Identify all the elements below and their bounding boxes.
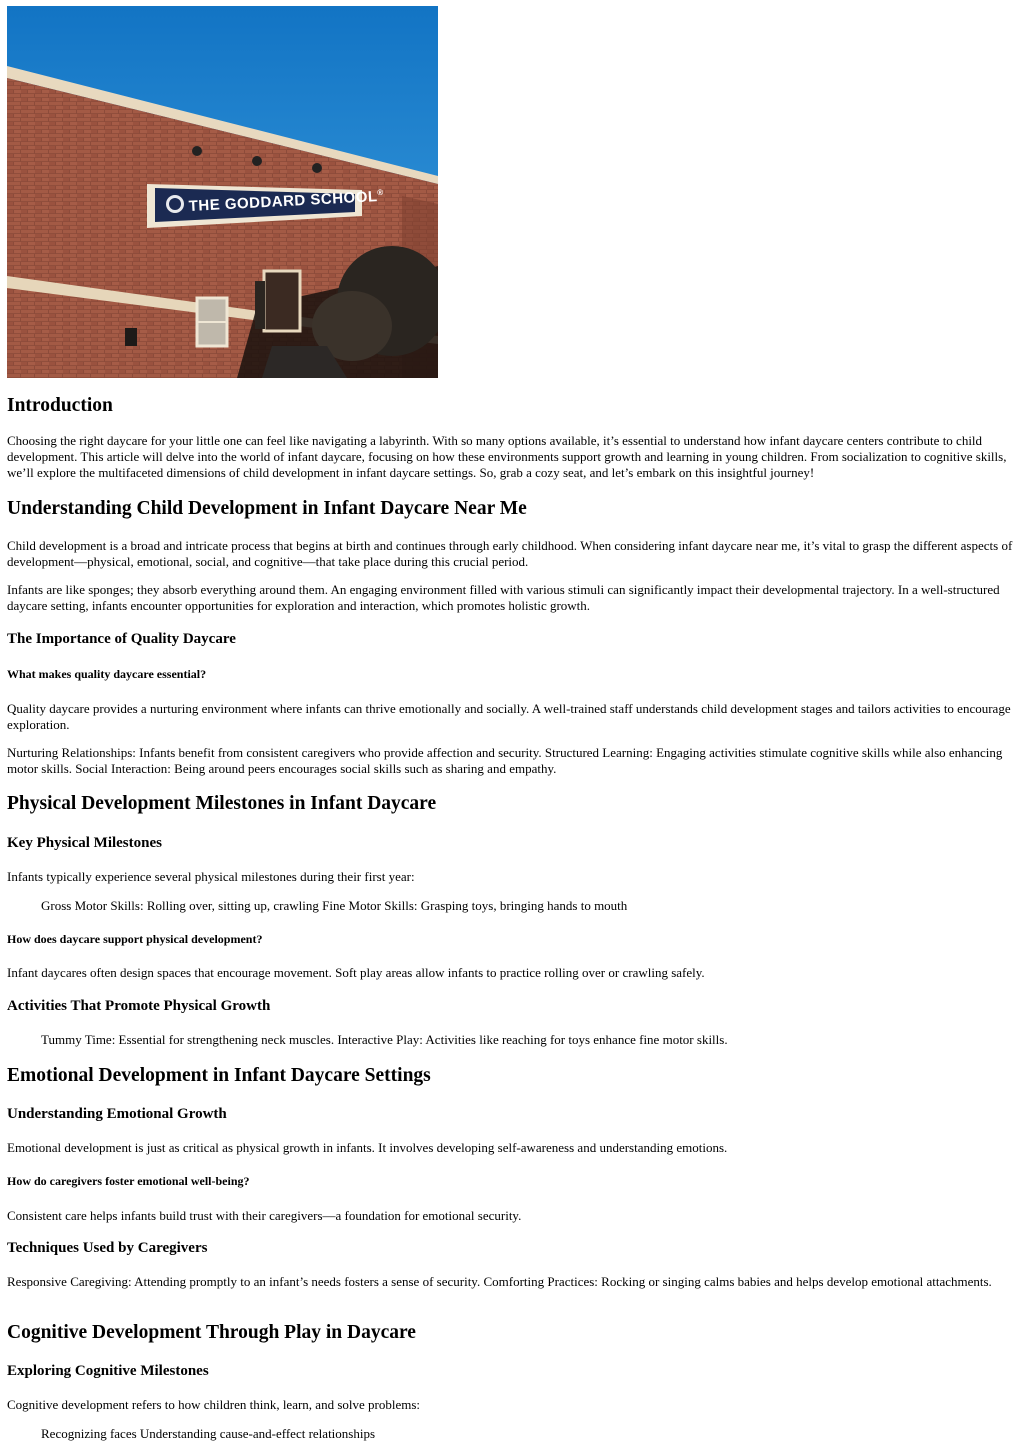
cognitive-paragraph-1: Cognitive development refers to how children think, learn, and solve problems: [7,1397,421,1412]
physical-milestones-list: Gross Motor Skills: Rolling over, sitting up, crawling Fine Motor Skills: Grasping toys, bringing hands to mouth [41,898,628,913]
physical-paragraph-1: Infants typically experience several physical milestones during their first year: [7,869,415,884]
sign-text: THE GODDARD SCHOOL® [188,187,384,215]
understanding-heading: Understanding Child Development in Infant Daycare Near Me [7,498,527,519]
caregiver-techniques-heading: Techniques Used by Caregivers [7,1240,208,1256]
physical-activities-list: Tummy Time: Essential for strengthening neck muscles. Interactive Play: Activities like reaching for toys enhance fine motor skills. [41,1032,728,1047]
physical-activities-heading: Activities That Promote Physical Growth [7,998,271,1014]
physical-question: How does daycare support physical development? [7,932,263,946]
physical-milestones-heading: Key Physical Milestones [7,835,162,851]
emotional-paragraph-2: Consistent care helps infants build trust with their caregivers—a foundation for emotional security. [7,1208,522,1223]
quality-daycare-question: What makes quality daycare essential? [7,667,207,681]
cognitive-milestones-heading: Exploring Cognitive Milestones [7,1363,209,1379]
intro-paragraph: Choosing the right daycare for your little one can feel like navigating a labyrinth. With so many options available, it’s essential to understand how infant daycare centers contribute to child development. This article will delve into the world of infant daycare, focusing on how these environments support growth and learning in young children. From socialization to cognitive skills, we’ll explore the multifaceted dimensions of child development in infant daycare settings. So, grab a cozy seat, and let’s embark on this insightful journey! [7,433,1007,480]
cognitive-heading: Cognitive Development Through Play in Daycare [7,1322,416,1343]
caregiver-techniques-paragraph: Responsive Caregiving: Attending promptly to an infant’s needs fosters a sense of security. Comforting Practices: Rocking or singing calms babies and helps develop emotional attachments. [7,1274,992,1289]
understanding-paragraph-2: Infants are like sponges; they absorb everything around them. An engaging environment filled with various stimuli can significantly impact their developmental trajectory. In a well-structured daycare setting, infants encounter opportunities for exploration and interaction, which promotes holistic growth. [7,582,1000,613]
cognitive-milestones-list: Recognizing faces Understanding cause-and-effect relationships [41,1426,376,1441]
quality-daycare-heading: The Importance of Quality Daycare [7,631,236,647]
physical-paragraph-2: Infant daycares often design spaces that encourage movement. Soft play areas allow infants to practice rolling over or crawling safely. [7,965,705,980]
understanding-paragraph-1: Child development is a broad and intricate process that begins at birth and continues through early childhood. When considering infant daycare near me, it’s vital to grasp the different aspects of development—physical, emotional, social, and cognitive—that take place during this crucial period. [7,538,1013,569]
emotional-growth-heading: Understanding Emotional Growth [7,1106,227,1122]
physical-heading: Physical Development Milestones in Infant Daycare [7,793,437,814]
quality-daycare-paragraph: Quality daycare provides a nurturing environment where infants can thrive emotionally and socially. A well-trained staff understands child development stages and tailors activities to encourage exploration. [7,701,1011,732]
hero-photo [7,6,438,378]
emotional-heading: Emotional Development in Infant Daycare Settings [7,1065,431,1086]
intro-heading: Introduction [7,395,113,416]
emotional-paragraph-1: Emotional development is just as critical as physical growth in infants. It involves developing self-awareness and understanding emotions. [7,1140,728,1155]
school-building-image [7,6,438,378]
article [7,6,1017,1441]
emotional-question: How do caregivers foster emotional well-being? [7,1174,250,1188]
quality-daycare-list: Nurturing Relationships: Infants benefit from consistent caregivers who provide affection and security. Structured Learning: Engaging activities stimulate cognitive skills while also enhancing motor skills. Social Interaction: Being around peers encourages social skills such as sharing and empathy. [7,745,1003,776]
